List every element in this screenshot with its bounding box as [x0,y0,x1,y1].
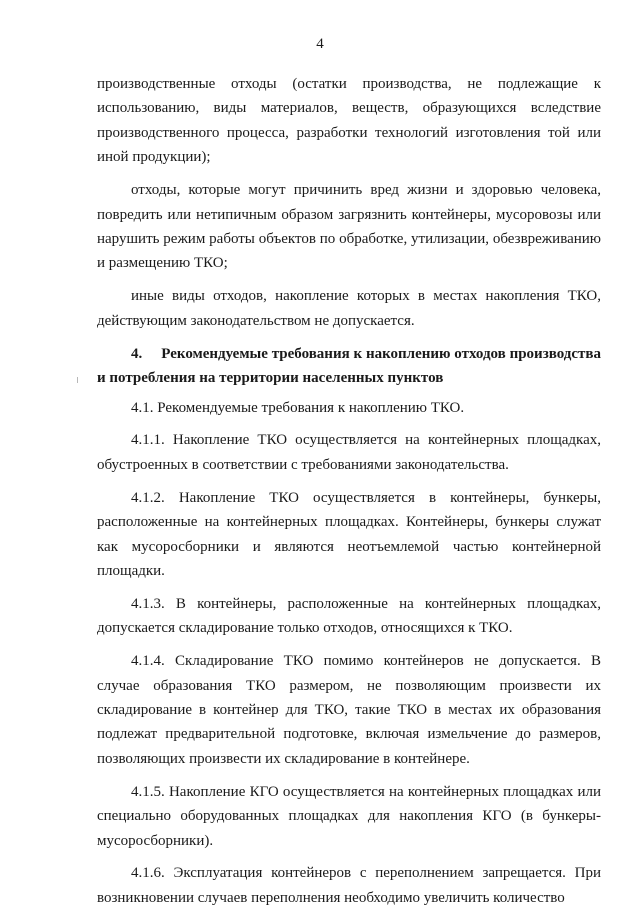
item-4-1-4: 4.1.4. Складирование ТКО помимо контейнеров не допускается. В случае образования ТКО размером, не позволяющим произвести их складирование в контейнер для ТКО, такие ТКО в местах их образования подлежат предварительной подготовке, включая измельчение до размеров, позволяющих произвести их складирование в контейнере. [97,653,601,767]
section-heading [97,342,601,390]
item-4-1-6: 4.1.6. Эксплуатация контейнеров с переполнением запрещается. При возникновении случаев переполнения необходимо увеличить количество [97,865,601,906]
margin-mark [77,377,78,383]
item-4-1-2: 4.1.2. Накопление ТКО осуществляется в контейнеры, бункеры, расположенные на контейнерных площадках. Контейнеры, бункеры служат как мусоросборники и являются неотъемлемой частью контейнерной площадки. [97,489,601,579]
item-4-1: 4.1. Рекомендуемые требования к накоплению ТКО. [131,399,465,416]
page-number: 4 [316,36,324,52]
paragraph-other-waste: иные виды отходов, накопление которых в местах накопления ТКО, действующим законодательством не допускается. [97,288,601,329]
item-4-1-1: 4.1.1. Накопление ТКО осуществляется на контейнерных площадках, обустроенных в соответствии с требованиями законодательства. [97,432,601,473]
paragraph-production-waste: производственные отходы (остатки производства, не подлежащие к использованию, виды материалов, веществ, образующихся вследствие производственного процесса, разработки технологий изготовления той или иной продукции); [97,76,601,166]
item-4-1-3: 4.1.3. В контейнеры, расположенные на контейнерных площадках, допускается складирование только отходов, относящихся к ТКО. [97,595,601,637]
section-title: Рекомендуемые требования к накоплению отходов производства и потребления на территории населенных пунктов [97,345,602,386]
section-number: 4. [131,345,143,362]
page-content [97,72,601,919]
item-4-1-5: 4.1.5. Накопление КГО осуществляется на контейнерных площадках или специально оборудованных площадках для накопления КГО (в бункеры-мусоросборники). [97,783,601,849]
paragraph-harmful-waste: отходы, которые могут причинить вред жизни и здоровью человека, повредить или нетипичным образом загрязнить контейнеры, мусоровозы или нарушить режим работы объектов по обработке, утилизации, обезвреживанию и размещению ТКО; [97,182,601,272]
